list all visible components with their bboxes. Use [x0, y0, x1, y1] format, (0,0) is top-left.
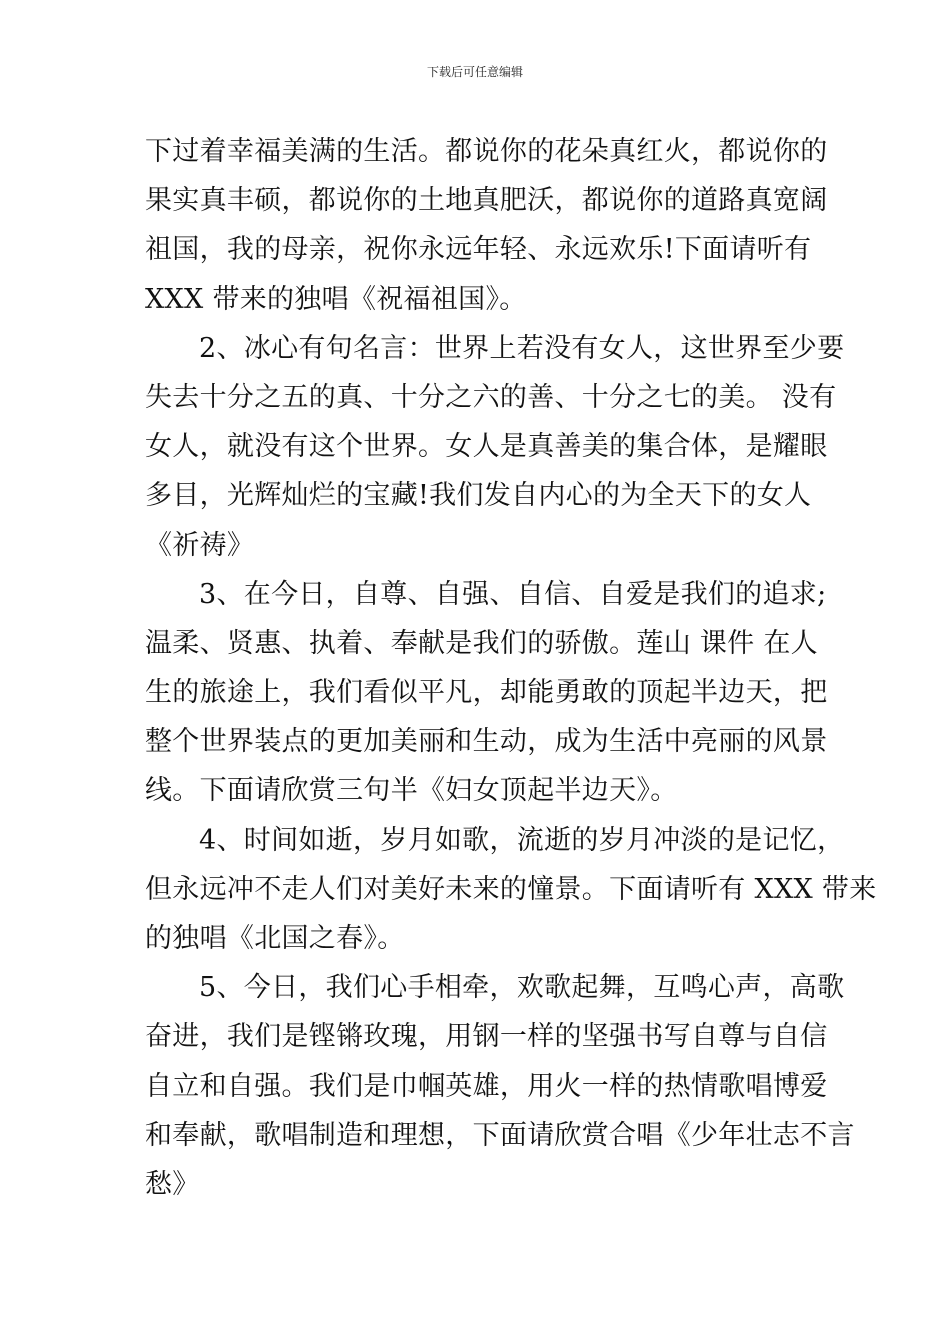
text-line-4: XXX 带来的独唱《祝福祖国》。	[145, 283, 527, 315]
text-line-14: 线。下面请欣赏三句半《妇女顶起半边天》。	[145, 775, 678, 807]
text-line-13: 整个世界装点的更加美丽和生动，成为生活中亮丽的风景	[145, 726, 828, 758]
text-line-19: 奋进，我们是铿锵玫瑰，用钢一样的坚强书写自尊与自信	[145, 1021, 828, 1053]
paragraph-2-start: 2、冰心有句名言：世界上若没有女人，这世界至少要	[199, 332, 845, 364]
text-line-16: 但永远冲不走人们对美好未来的憧景。下面请听有 XXX 带来	[145, 873, 877, 905]
text-line-12: 生的旅途上，我们看似平凡，却能勇敢的顶起半边天，把	[145, 677, 828, 709]
text-line-20: 自立和自强。我们是巾帼英雄，用火一样的热情歌唱博爱	[145, 1070, 828, 1102]
text-line-17: 的独唱《北国之春》。	[145, 923, 405, 954]
text-line-7: 女人，就没有这个世界。女人是真善美的集合体，是耀眼	[145, 431, 828, 463]
page-header: 下载后可任意编辑	[426, 65, 523, 79]
text-line-11: 温柔、贤惠、执着、奉献是我们的骄傲。莲山 课件 在人	[145, 627, 818, 659]
paragraph-5-start: 5、今日，我们心手相牵，欢歌起舞，互鸣心声，高歌	[199, 972, 845, 1004]
paragraph-3-start: 3、在今日，自尊、自强、自信、自爱是我们的追求;	[199, 578, 827, 610]
text-line-2: 果实真丰硕，都说你的土地真肥沃，都说你的道路真宽阔	[145, 185, 828, 217]
document-body	[145, 127, 877, 1209]
text-line-8: 多目，光辉灿烂的宝藏!我们发自内心的为全天下的女人	[145, 480, 812, 512]
text-line-3: 祖国，我的母亲，祝你永远年轻、永远欢乐!下面请听有	[145, 234, 812, 266]
text-line-1: 下过着幸福美满的生活。都说你的花朵真红火，都说你的	[145, 136, 828, 167]
text-line-9: 《祈祷》	[145, 529, 255, 561]
text-line-22: 愁》	[145, 1168, 200, 1200]
text-line-6: 失去十分之五的真、十分之六的善、十分之七的美。 没有	[145, 381, 837, 413]
paragraph-4-start: 4、时间如逝，岁月如歌，流逝的岁月冲淡的是记忆，	[199, 824, 845, 856]
text-line-21: 和奉献，歌唱制造和理想，下面请欣赏合唱《少年壮志不言	[145, 1119, 855, 1151]
